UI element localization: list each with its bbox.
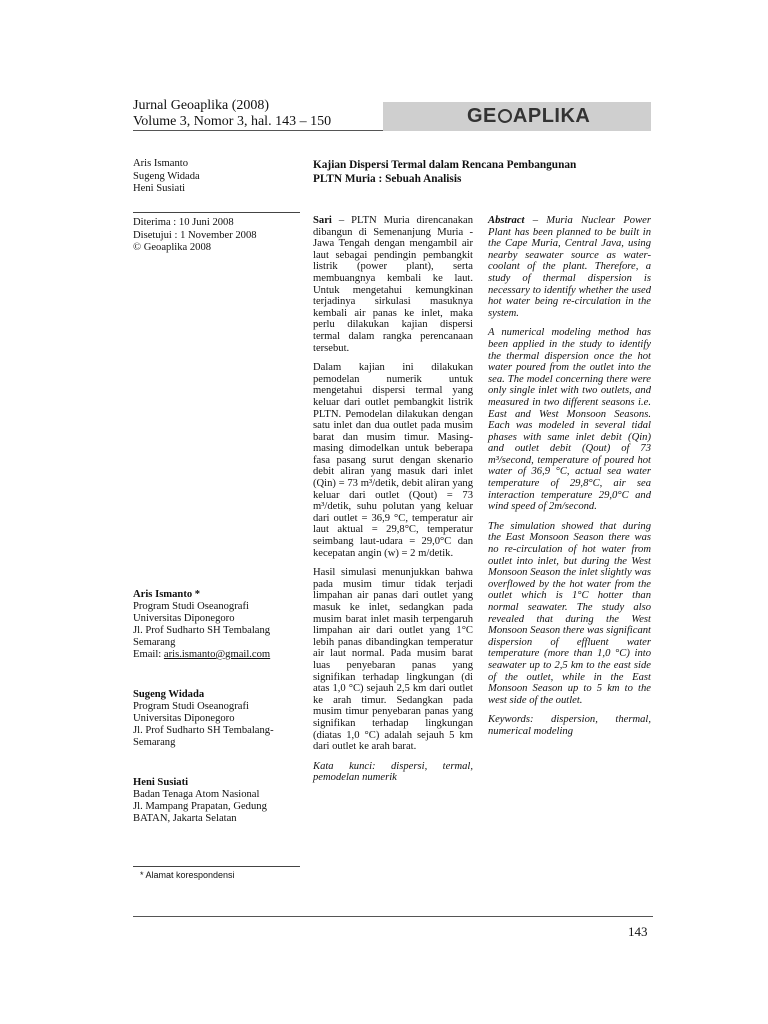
- journal-volume: Volume 3, Nomor 3, hal. 143 – 150: [133, 114, 332, 129]
- author-name: Aris Ismanto: [133, 158, 189, 169]
- submission-dates: [133, 217, 257, 255]
- footnote-rule: [133, 866, 300, 867]
- sari-paragraph: Dalam kajian ini dilakukan pemodelan numerik untuk mengetahui dispersi termal yang keluar dari outlet pembangkit listrik PLTN. Pemodelan dilakukan dengan satu inlet dan dua outlet pada musim barat dan musim timur. Masing-masing dimodelkan untuk beberapa fasa pasang surut dengan skenario debit aliran yang masuk dari inlet (Qin) = 73 m³/detik, debit aliran yang keluar dari outlet (Qout) = 73 m³/detik, suhu polutan yang keluar dari outlet = 36,9 °C, temperatur air laut aktual = 29,8°C, temperatur seimbang laut-udara = 29,0°C dan kecepatan angin (w) = 2 m/detik.: [313, 362, 473, 559]
- abstract-paragraph: Abstract – Muria Nuclear Power Plant has been planned to be built in the Cape Muria, Central Java, using nearby seawater source as water-coolant of the plant. Therefore, a study of thermal dispersion is necessary to identify whether the used hot water being re-circulation in the system.: [488, 215, 651, 319]
- abstract-paragraph: A numerical modeling method has been applied in the study to identify the thermal dispersion once the hot water poured from the outlet into the sea. The model concerning there were only single inlet with two outlets, and measured in two different seasons i.e. East and West Monsoon Seasons. Each was modeled in several tidal phases with same inlet debit (Qin) and outlet debit (Qout) of 73 m³/second, temperature of poured hot water of 36,9 °C, actual sea water temperature of 29,8°C, air sea interaction temperature 29,0°C and wind speed of 2m/second.: [488, 327, 651, 513]
- accepted-date: Disetujui : 1 November 2008: [133, 229, 257, 241]
- affiliation-block: Aris Ismanto * Program Studi Oseanografi Universitas Diponegoro Jl. Prof Sudharto SH Tembalang Semarang Email: aris.ismanto@gmail.com: [133, 589, 303, 661]
- sari-paragraph: Sari – PLTN Muria direncanakan dibangun di Semenanjung Muria - Jawa Tengah dengan mengambil air laut sebagai pendingin pembangkit listrik (power plant), serta membuangnya kembali ke laut. Untuk mengetahui kemungkinan terjadinya sirkulasi masuknya kembali air panas ke inlet, maka perlu dilakukan kajian dispersi termal dalam rangka perencanaan tersebut.: [313, 215, 473, 354]
- abstract-paragraph: The simulation showed that during the East Monsoon Season there was no re-circulation of hot water from outlet into inlet, but during the West Monsoon Season the inlet slightly was overflowed by the hot water from the outlet which is 1°C hotter than normal seawater. The study also revealed that during the West Monsoon Season there was significant dispersion of effluent water temperature (more than 1,0 °C) into seawater up to 2,5 km to the east side of the outlet, while in the East Monsoon Season up to 5 km to the west side of the outlet.: [488, 520, 651, 706]
- dates-rule: [133, 212, 300, 213]
- copyright: © Geoaplika 2008: [133, 242, 212, 253]
- affiliation-block: Sugeng Widada Program Studi Oseanografi Universitas Diponegoro Jl. Prof Sudharto SH Tembalang- Semarang: [133, 689, 303, 749]
- abstract-section: [488, 215, 651, 746]
- email-link[interactable]: aris.ismanto@gmail.com: [163, 649, 271, 660]
- sari-keywords: Kata kunci: dispersi, termal, pemodelan numerik: [313, 760, 473, 784]
- sari-label: Sari: [313, 215, 332, 226]
- affiliation-name: Aris Ismanto *: [133, 589, 201, 600]
- journal-banner: [383, 102, 651, 131]
- journal-header: [133, 98, 331, 130]
- globe-icon: [498, 109, 512, 123]
- paper-title: Kajian Dispersi Termal dalam Rencana Pembangunan PLTN Muria : Sebuah Analisis: [313, 159, 577, 185]
- journal-name: Jurnal Geoaplika (2008): [133, 98, 270, 113]
- author-name: Sugeng Widada: [133, 170, 200, 182]
- received-date: Diterima : 10 Juni 2008: [133, 217, 234, 228]
- journal-logo: GE APLIKA: [467, 105, 591, 127]
- abstract-keywords: Keywords: dispersion, thermal, numerical modeling: [488, 714, 651, 737]
- author-name: Heni Susiati: [133, 183, 186, 194]
- sari-section: [313, 215, 473, 792]
- header-rule: [133, 130, 383, 131]
- sari-paragraph: Hasil simulasi menunjukkan bahwa pada musim timur tidak terjadi limpahan air panas dari outlet yang masuk ke inlet, sedangkan pada musim barat inlet masih terpengaruh limpahan air dari outlet yang 1°C lebih panas dibandingkan temperatur air laut normal. Pada musim barat luas penyebaran panas yang signifikan terhadap lingkungan (di atas 1,0 °C) sejauh 2,5 km dari outlet ke arah timur. Sedangkan pada musim timur penyebaran panas yang signifikan terhadap lingkungan (diatas 1,0 °C) adalah sejauh 5 km dari outlet ke arah barat.: [313, 567, 473, 753]
- footer-rule: [133, 916, 653, 917]
- page-number: 143: [628, 924, 648, 939]
- affiliation-name: Sugeng Widada: [133, 689, 205, 700]
- abstract-label: Abstract: [488, 215, 525, 226]
- footnote: * Alamat korespondensi: [140, 870, 235, 880]
- author-list: [133, 158, 200, 196]
- affiliation-name: Heni Susiati: [133, 777, 189, 788]
- affiliation-block: Heni Susiati Badan Tenaga Atom Nasional Jl. Mampang Prapatan, Gedung BATAN, Jakarta Selatan: [133, 777, 303, 825]
